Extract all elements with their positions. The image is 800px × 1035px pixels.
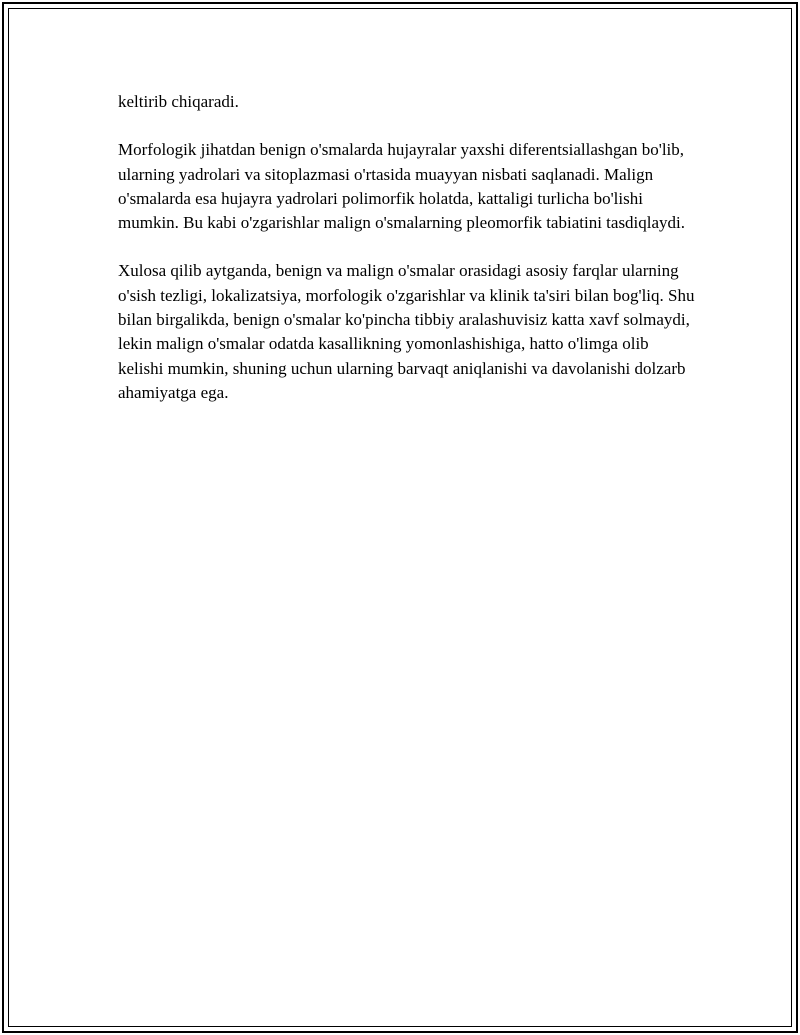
paragraph-conclusion: Xulosa qilib aytganda, benign va malign o'smalar orasidagi asosiy farqlar ularning o'sish tezligi, lokalizatsiya, morfologik o'zgarishlar va klinik ta'siri bilan bog'liq. Shu bilan birgalikda, benign o'smalar ko'pincha tibbiy aralashuvisiz katta xavf solmaydi, lekin malign o'smalar odatda kasallikning yomonlashishiga, hatto o'limga olib kelishi mumkin, shuning uchun ularning barvaqt aniqlanishi va davolanishi dolzarb ahamiyatga ega. bbox=[118, 261, 695, 402]
paragraph-continuation: keltirib chiqaradi. bbox=[118, 92, 239, 111]
paragraph-morphology: Morfologik jihatdan benign o'smalarda hujayralar yaxshi diferentsiallashgan bo'lib, ularning yadrolari va sitoplazmasi o'rtasida muayyan nisbati saqlanadi. Malign o'smalarda esa hujayra yadrolari polimorfik holatda, kattaligi turlicha bo'lishi mumkin. Bu kabi o'zgarishlar malign o'smalarning pleomorfik tabiatini tasdiqlaydi. bbox=[118, 140, 686, 233]
document-body bbox=[118, 90, 698, 405]
